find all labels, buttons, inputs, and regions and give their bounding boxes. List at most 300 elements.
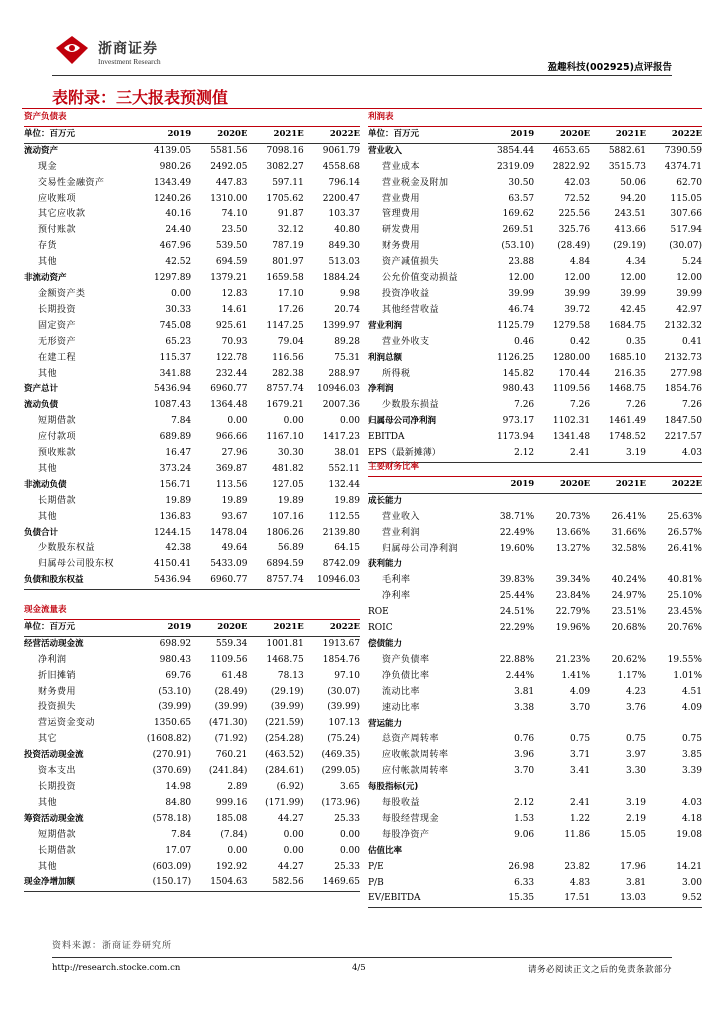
source-note: 资料来源：浙商证券研究所 bbox=[52, 941, 173, 951]
table-row bbox=[368, 367, 702, 383]
table-row bbox=[368, 271, 702, 287]
table-row bbox=[24, 875, 360, 891]
cell-value: 1109.56 bbox=[210, 654, 248, 665]
cell-value: 4.03 bbox=[681, 798, 702, 809]
cell-value: 107.13 bbox=[328, 718, 360, 729]
cell-value: 170.44 bbox=[558, 368, 591, 379]
zheshang-logo-icon bbox=[52, 34, 92, 66]
header-blank bbox=[368, 476, 478, 493]
row-label: 应付帐款周转率 bbox=[382, 766, 449, 777]
cell-value bbox=[646, 637, 702, 653]
table-row bbox=[24, 780, 360, 796]
cell-value: 277.98 bbox=[670, 368, 702, 379]
cell-value: 24.51% bbox=[499, 607, 535, 618]
table-row bbox=[24, 732, 360, 748]
cell-value: 694.59 bbox=[215, 257, 248, 268]
table-row bbox=[24, 557, 360, 573]
ratios-section bbox=[368, 460, 702, 908]
cell-value: 30.50 bbox=[508, 177, 535, 188]
cell-value bbox=[534, 557, 590, 573]
cell-value: (75.24) bbox=[327, 734, 360, 745]
row-label: 存货 bbox=[38, 241, 58, 252]
cell-value: 1102.31 bbox=[552, 416, 591, 427]
cell-value: 97.10 bbox=[334, 670, 360, 681]
cell-value: 94.20 bbox=[620, 193, 647, 204]
cell-value: 13.27% bbox=[555, 543, 591, 554]
section-title: 现金流量表 bbox=[24, 603, 360, 619]
cell-value bbox=[646, 557, 702, 573]
row-label: 交易性金融资产 bbox=[38, 177, 105, 188]
table-row bbox=[368, 605, 702, 621]
table-row bbox=[368, 876, 702, 892]
cell-value: 4139.05 bbox=[153, 145, 192, 156]
cell-value: (299.05) bbox=[321, 766, 360, 777]
table-row bbox=[368, 303, 702, 319]
cell-value: 1.01% bbox=[673, 670, 702, 681]
cell-value: 4.23 bbox=[625, 686, 647, 697]
cell-value: 7.26 bbox=[514, 400, 535, 411]
row-label: 经营活动现金流 bbox=[24, 638, 84, 649]
row-label: 少数股东损益 bbox=[382, 400, 440, 411]
table-row bbox=[368, 621, 702, 637]
cell-value: 1847.50 bbox=[664, 416, 702, 427]
cell-value: 44.27 bbox=[277, 861, 304, 872]
cell-value: 288.97 bbox=[328, 368, 360, 379]
table-row bbox=[24, 844, 360, 860]
unit-label: 单位：百万元 bbox=[24, 126, 135, 143]
cell-value: 22.29% bbox=[499, 623, 535, 634]
cell-value: 1126.25 bbox=[496, 352, 535, 363]
table-row bbox=[368, 748, 702, 764]
cell-value: 4374.71 bbox=[664, 161, 702, 172]
cell-value: (39.99) bbox=[158, 702, 192, 713]
row-label: 非流动负债 bbox=[24, 479, 67, 490]
cell-value: (221.59) bbox=[265, 718, 304, 729]
row-label: 每股经营现金 bbox=[382, 813, 440, 824]
row-label: 偿债能力 bbox=[368, 638, 403, 649]
cell-value: 25.44% bbox=[499, 591, 535, 602]
cell-value: 2217.57 bbox=[664, 432, 702, 443]
cell-value: 1913.67 bbox=[322, 638, 360, 649]
row-label: 其他 bbox=[38, 368, 58, 379]
cell-value: 3.38 bbox=[514, 702, 535, 713]
table-row bbox=[24, 287, 360, 303]
year-header: 2022E bbox=[646, 126, 702, 143]
cell-value: 966.66 bbox=[215, 432, 248, 443]
cell-value: 27.96 bbox=[221, 448, 248, 459]
cell-value: 3.81 bbox=[625, 877, 647, 888]
row-label: 资产减值损失 bbox=[382, 257, 440, 268]
cell-value: 17.10 bbox=[277, 288, 304, 299]
cell-value: (578.18) bbox=[152, 813, 192, 824]
cell-value: 1469.65 bbox=[304, 875, 360, 891]
year-header: 2020E bbox=[191, 126, 247, 143]
cell-value bbox=[646, 717, 702, 733]
cell-value: 0.00 bbox=[283, 845, 304, 856]
row-label: 营运资金变动 bbox=[38, 718, 96, 729]
cell-value: 5433.09 bbox=[210, 559, 248, 570]
cell-value: 42.38 bbox=[165, 543, 192, 554]
cell-value: 2.44% bbox=[505, 670, 535, 681]
cell-value: 30.33 bbox=[165, 304, 192, 315]
unit-label: 单位：百万元 bbox=[368, 126, 478, 143]
cell-value: 7.26 bbox=[625, 400, 647, 411]
row-label: 其他 bbox=[38, 511, 58, 522]
cell-value: 49.64 bbox=[221, 543, 248, 554]
cash-flow-section bbox=[24, 603, 360, 892]
table-row bbox=[24, 271, 360, 287]
year-header: 2022E bbox=[304, 126, 360, 143]
table-row bbox=[368, 685, 702, 701]
row-label: 其它应收款 bbox=[38, 209, 86, 220]
cell-value: 3.39 bbox=[681, 766, 702, 777]
table-row bbox=[24, 860, 360, 876]
cell-value: 0.00 bbox=[227, 416, 248, 427]
cell-value: 0.00 bbox=[339, 829, 360, 840]
cell-value: 481.82 bbox=[272, 463, 304, 474]
row-label: 其他经营收益 bbox=[382, 304, 440, 315]
cell-value bbox=[478, 557, 534, 573]
cell-value: 89.28 bbox=[334, 336, 360, 347]
cell-value: 216.35 bbox=[614, 368, 647, 379]
year-header: 2019 bbox=[478, 476, 534, 493]
cell-value: 1240.26 bbox=[153, 193, 192, 204]
row-label: EPS（最新摊薄） bbox=[368, 446, 478, 462]
cell-value: 50.06 bbox=[620, 177, 647, 188]
cell-value: 7098.16 bbox=[266, 145, 304, 156]
row-label: 其他 bbox=[38, 797, 58, 808]
cell-value: 40.81% bbox=[667, 575, 702, 586]
year-header: 2019 bbox=[135, 619, 191, 636]
cell-value: 23.84% bbox=[555, 591, 591, 602]
row-label: 速动比率 bbox=[382, 702, 421, 713]
cell-value: 1.53 bbox=[514, 813, 535, 824]
cell-value: 0.76 bbox=[514, 734, 535, 745]
table-row bbox=[24, 526, 360, 542]
row-label: 短期借款 bbox=[38, 829, 77, 840]
cell-value: 2.89 bbox=[227, 781, 248, 792]
cell-value: (71.92) bbox=[214, 734, 248, 745]
table-row bbox=[368, 207, 702, 223]
cell-value: 1001.81 bbox=[266, 638, 304, 649]
cell-value: 4.84 bbox=[570, 257, 591, 268]
table-row bbox=[24, 351, 360, 367]
section-title: 利润表 bbox=[368, 110, 702, 126]
cell-value: 2132.32 bbox=[664, 320, 702, 331]
cell-value: 1659.58 bbox=[266, 273, 304, 284]
cell-value: 2.41 bbox=[570, 798, 591, 809]
year-header: 2021E bbox=[590, 476, 646, 493]
row-label: EV/EBITDA bbox=[368, 891, 478, 907]
cell-value: 7390.59 bbox=[664, 145, 702, 156]
cell-value: 552.11 bbox=[328, 463, 360, 474]
cell-value: 39.83% bbox=[499, 575, 535, 586]
cell-value: 22.88% bbox=[499, 654, 535, 665]
cell-value: 0.42 bbox=[570, 336, 591, 347]
row-label: 研发费用 bbox=[382, 225, 421, 236]
cell-value: 122.78 bbox=[215, 352, 248, 363]
cell-value: (28.49) bbox=[557, 241, 591, 252]
table-row bbox=[24, 414, 360, 430]
table-row bbox=[24, 176, 360, 192]
cell-value bbox=[646, 493, 702, 509]
row-label: 预付账款 bbox=[38, 225, 77, 236]
row-label: 归属母公司股东权 bbox=[38, 559, 115, 570]
table-row bbox=[368, 701, 702, 717]
cell-value bbox=[534, 493, 590, 509]
footer-url[interactable]: http://research.stocke.com.cn bbox=[52, 963, 181, 973]
row-label: 应收帐款周转率 bbox=[382, 750, 449, 761]
cell-value: 9.06 bbox=[514, 829, 535, 840]
cell-value: 760.21 bbox=[215, 750, 248, 761]
cell-value: 307.66 bbox=[670, 209, 702, 220]
cell-value: 0.35 bbox=[625, 336, 647, 347]
row-label: 净利率 bbox=[382, 591, 411, 602]
cell-value: 5581.56 bbox=[210, 145, 248, 156]
cell-value: 2.19 bbox=[625, 813, 647, 824]
cell-value: 3082.27 bbox=[266, 161, 304, 172]
cell-value: 1244.15 bbox=[153, 527, 192, 538]
cell-value: 9061.79 bbox=[322, 145, 360, 156]
row-label: 负债合计 bbox=[24, 527, 59, 538]
year-header: 2020E bbox=[534, 476, 590, 493]
year-header: 2022E bbox=[646, 476, 702, 493]
row-label: 筹资活动现金流 bbox=[24, 813, 84, 824]
cell-value: 31.66% bbox=[611, 527, 647, 538]
year-header: 2019 bbox=[135, 126, 191, 143]
cell-value: 243.51 bbox=[614, 209, 647, 220]
row-label: 长期借款 bbox=[38, 845, 77, 856]
cell-value: (53.10) bbox=[158, 686, 192, 697]
cell-value: 21.23% bbox=[555, 654, 591, 665]
table-row bbox=[368, 796, 702, 812]
row-label: 现金 bbox=[38, 161, 58, 172]
cell-value: 1350.65 bbox=[153, 718, 192, 729]
cell-value bbox=[534, 780, 590, 796]
cell-value: 3515.73 bbox=[608, 161, 647, 172]
cell-value: 62.70 bbox=[676, 177, 702, 188]
table-row bbox=[368, 430, 702, 446]
cell-value: 582.56 bbox=[247, 875, 303, 891]
cell-value: 1.17% bbox=[617, 670, 647, 681]
cell-value: 1343.49 bbox=[153, 177, 192, 188]
cell-value bbox=[590, 557, 646, 573]
cell-value: 3.70 bbox=[570, 702, 591, 713]
table-row bbox=[368, 398, 702, 414]
cell-value: (28.49) bbox=[214, 686, 248, 697]
table-row bbox=[368, 414, 702, 430]
cell-value: 19.55% bbox=[667, 654, 702, 665]
section-title-row bbox=[24, 110, 360, 126]
cell-value: 5436.94 bbox=[135, 573, 191, 589]
table-row bbox=[368, 573, 702, 589]
row-label: 非流动资产 bbox=[24, 273, 67, 284]
year-header: 2021E bbox=[247, 619, 303, 636]
table-row bbox=[24, 335, 360, 351]
cell-value: 192.92 bbox=[215, 861, 248, 872]
cell-value bbox=[478, 493, 534, 509]
cell-value: 9.52 bbox=[646, 891, 702, 907]
cell-value bbox=[534, 844, 590, 860]
table-row bbox=[24, 764, 360, 780]
table-row bbox=[368, 891, 702, 907]
cell-value: (370.69) bbox=[152, 766, 192, 777]
cell-value: 689.89 bbox=[159, 432, 192, 443]
cell-value: 19.89 bbox=[334, 495, 360, 506]
year-header: 2019 bbox=[478, 126, 534, 143]
table-row bbox=[24, 828, 360, 844]
cell-value: (39.99) bbox=[214, 702, 248, 713]
cell-value: 17.07 bbox=[165, 845, 192, 856]
disclaimer: 请务必阅读正文之后的免责条款部分 bbox=[527, 965, 672, 975]
cell-value: 999.16 bbox=[215, 797, 248, 808]
cell-value: (7.84) bbox=[220, 829, 248, 840]
header-row bbox=[24, 619, 360, 636]
cell-value: 4150.41 bbox=[153, 559, 192, 570]
cell-value: 369.87 bbox=[215, 463, 248, 474]
cell-value: 20.62% bbox=[611, 654, 647, 665]
financial-ratios-table bbox=[368, 460, 702, 908]
cell-value: 91.87 bbox=[277, 209, 304, 220]
cell-value: 20.74 bbox=[334, 304, 360, 315]
cell-value: 32.58% bbox=[611, 543, 647, 554]
row-label: 每股收益 bbox=[382, 798, 421, 809]
company-name: 浙商证券 bbox=[98, 41, 158, 57]
cell-value: 980.43 bbox=[502, 384, 535, 395]
cell-value: 0.41 bbox=[681, 336, 702, 347]
cell-value: 1364.48 bbox=[210, 400, 248, 411]
table-row bbox=[368, 828, 702, 844]
cell-value: 5.24 bbox=[681, 257, 702, 268]
cell-value: 1884.24 bbox=[322, 273, 360, 284]
cell-value: 25.63% bbox=[667, 511, 702, 522]
cell-value: 1167.10 bbox=[266, 432, 304, 443]
cell-value: (463.52) bbox=[265, 750, 304, 761]
cell-value: 42.97 bbox=[676, 304, 702, 315]
table-row bbox=[368, 557, 702, 573]
table-row bbox=[24, 541, 360, 557]
cell-value: 115.37 bbox=[159, 352, 192, 363]
cell-value: 1705.62 bbox=[266, 193, 304, 204]
cell-value: 225.56 bbox=[558, 209, 591, 220]
table-row bbox=[24, 303, 360, 319]
cell-value: 145.82 bbox=[502, 368, 535, 379]
row-label: EBITDA bbox=[368, 432, 405, 443]
table-row bbox=[368, 844, 702, 860]
cell-value: 4.09 bbox=[570, 686, 591, 697]
cell-value: 78.13 bbox=[277, 670, 304, 681]
cell-value: 19.08 bbox=[676, 829, 702, 840]
table-row bbox=[24, 510, 360, 526]
cell-value: 2007.36 bbox=[322, 400, 360, 411]
cell-value: 8757.74 bbox=[266, 384, 304, 395]
cell-value: (30.07) bbox=[327, 686, 360, 697]
cell-value: 1310.00 bbox=[210, 193, 248, 204]
cell-value: 745.08 bbox=[159, 320, 192, 331]
table-row bbox=[24, 382, 360, 398]
row-label: 财务费用 bbox=[38, 686, 77, 697]
table-row bbox=[24, 494, 360, 510]
cell-value: 0.46 bbox=[514, 336, 535, 347]
cell-value: 1379.21 bbox=[210, 273, 248, 284]
cell-value: 69.76 bbox=[165, 670, 192, 681]
cell-value: 22.49% bbox=[499, 527, 535, 538]
cell-value bbox=[478, 844, 534, 860]
cell-value: 4653.65 bbox=[552, 145, 591, 156]
table-row bbox=[24, 748, 360, 764]
cell-value: 11.86 bbox=[564, 829, 591, 840]
cell-value: 19.89 bbox=[165, 495, 192, 506]
row-label: 预收账款 bbox=[38, 448, 77, 459]
cell-value: 5882.61 bbox=[608, 145, 647, 156]
row-label: ROE bbox=[368, 607, 389, 618]
row-label: 其他 bbox=[38, 257, 58, 268]
cell-value: 32.12 bbox=[277, 225, 304, 236]
cell-value: (39.99) bbox=[327, 702, 360, 713]
cell-value: 39.99 bbox=[676, 288, 702, 299]
row-label: 营业利润 bbox=[382, 527, 421, 538]
table-row bbox=[24, 462, 360, 478]
table-row bbox=[24, 398, 360, 414]
cell-value: 23.82 bbox=[564, 861, 591, 872]
year-header: 2022E bbox=[304, 619, 360, 636]
page-number: 4/5 bbox=[352, 963, 366, 973]
cell-value: 1854.76 bbox=[322, 654, 360, 665]
table-row bbox=[368, 542, 702, 558]
table-row bbox=[368, 732, 702, 748]
table-row bbox=[368, 526, 702, 542]
cell-value bbox=[646, 844, 702, 860]
cell-value: 3.76 bbox=[625, 702, 647, 713]
row-label: 营业费用 bbox=[382, 193, 421, 204]
cell-value: 413.66 bbox=[614, 225, 647, 236]
cell-value: 7.84 bbox=[171, 829, 192, 840]
cell-value: 6960.77 bbox=[210, 384, 248, 395]
row-label: 金额资产类 bbox=[38, 288, 86, 299]
cell-value: 39.99 bbox=[620, 288, 647, 299]
cell-value: 40.80 bbox=[334, 225, 360, 236]
cell-value: 39.34% bbox=[555, 575, 591, 586]
cell-value bbox=[534, 717, 590, 733]
cell-value: 4558.68 bbox=[322, 161, 360, 172]
cell-value: 1478.04 bbox=[210, 527, 248, 538]
row-label: 资产总计 bbox=[24, 384, 59, 395]
table-row bbox=[368, 653, 702, 669]
cell-value: 3.30 bbox=[625, 766, 647, 777]
cell-value: 1417.23 bbox=[322, 432, 360, 443]
cell-value: 1461.49 bbox=[608, 416, 647, 427]
row-label: 所得税 bbox=[382, 368, 411, 379]
section-title-row bbox=[368, 460, 702, 476]
cell-value: 1147.25 bbox=[266, 320, 304, 331]
balance-sheet-table bbox=[24, 110, 360, 590]
cell-value: 38.01 bbox=[334, 448, 360, 459]
cell-value: 24.40 bbox=[165, 225, 192, 236]
table-row bbox=[24, 573, 360, 589]
cell-value: 1087.43 bbox=[153, 400, 192, 411]
cell-value: 10946.03 bbox=[304, 573, 360, 589]
cell-value: 185.08 bbox=[215, 813, 248, 824]
cell-value: 1504.63 bbox=[191, 875, 247, 891]
cell-value bbox=[478, 717, 534, 733]
cell-value: 38.71% bbox=[499, 511, 535, 522]
cell-value: 7.84 bbox=[171, 416, 192, 427]
cell-value: 23.51% bbox=[611, 607, 647, 618]
cell-value: 6960.77 bbox=[191, 573, 247, 589]
cell-value: 93.67 bbox=[221, 511, 248, 522]
cell-value: 2139.80 bbox=[322, 527, 360, 538]
cell-value: 1679.21 bbox=[266, 400, 304, 411]
